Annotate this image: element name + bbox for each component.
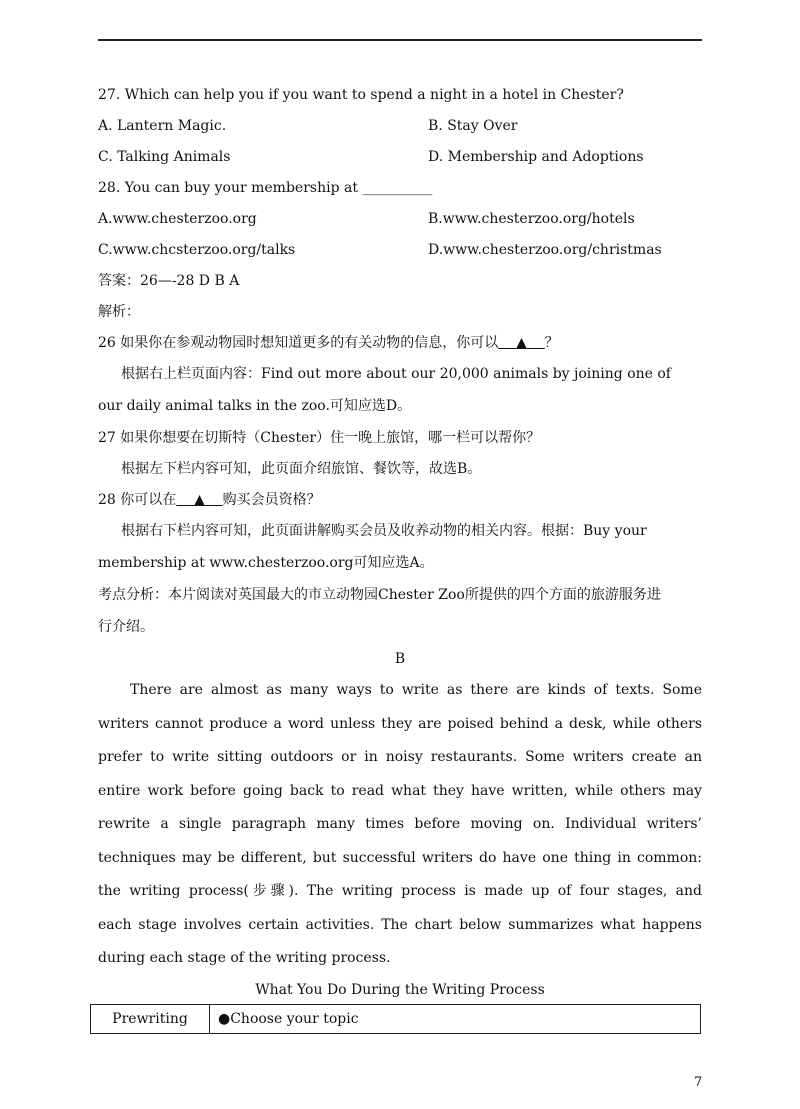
explanation-27-question: 27 如果你想要在切斯特（Chester）住一晚上旅馆，哪一栏可以帮你？ bbox=[98, 430, 541, 446]
explanation-26-line1: 根据右上栏页面内容：Find out more about our 20,000 animals by joining one of bbox=[121, 366, 671, 382]
activity-cell: ●Choose your topic bbox=[218, 1011, 359, 1027]
explanation-28-line2: membership at www.chesterzoo.org可知应选A。 bbox=[98, 555, 434, 571]
q28-option-b: B.www.chesterzoo.org/hotels bbox=[428, 211, 635, 227]
q28-option-d: D.www.chesterzoo.org/christmas bbox=[428, 242, 662, 258]
q28-option-a: A.www.chesterzoo.org bbox=[98, 211, 257, 227]
passage-line: each stage involves certain activities. The chart below summarizes what happens bbox=[98, 916, 702, 933]
passage-line: prefer to write sitting outdoors or in noisy restaurants. Some writers create an bbox=[98, 749, 702, 765]
stage-cell: Prewriting bbox=[91, 1005, 210, 1033]
analysis-label: 解析： bbox=[98, 304, 140, 320]
exp28-question-pre: 28 你可以在 bbox=[98, 492, 177, 508]
passage-line: entire work before going back to read what they have written, while others may bbox=[98, 782, 702, 799]
exp28-question-post: 购买会员资格？ bbox=[222, 492, 321, 508]
explanation-26-line2: our daily animal talks in the zoo.可知应选D。 bbox=[98, 398, 412, 414]
passage-line: during each stage of the writing process. bbox=[98, 950, 391, 966]
passage-line: the writing process(步骤). The writing process is made up of four stages, and bbox=[98, 883, 702, 899]
passage-line: There are almost as many ways to write as there are kinds of texts. Some bbox=[98, 682, 702, 698]
explanation-28-question bbox=[98, 493, 321, 507]
kaodian-line2: 行介绍。 bbox=[98, 619, 154, 635]
explanation-26-question bbox=[98, 336, 559, 350]
exp26-question-text: 26 如果你在参观动物园时想知道更多的有关动物的信息，你可以 bbox=[98, 335, 499, 351]
writing-process-table bbox=[90, 1004, 701, 1034]
passage-line: rewrite a single paragraph many times before moving on. Individual writers’ bbox=[98, 816, 702, 832]
answer-line: 答案：26—-28 D B A bbox=[98, 273, 240, 289]
q27-option-b: B. Stay Over bbox=[428, 118, 518, 134]
exp26-blank bbox=[498, 336, 544, 350]
header-rule bbox=[98, 39, 702, 41]
q27-option-d: D. Membership and Adoptions bbox=[428, 149, 644, 165]
page-number: 7 bbox=[694, 1075, 703, 1090]
chart-title: What You Do During the Writing Process bbox=[255, 982, 545, 998]
kaodian-line1: 考点分析：本片阅读对英国最大的市立动物园Chester Zoo所提供的四个方面的旅游服务进 bbox=[98, 587, 661, 603]
question-28: 28. You can buy your membership at __________ bbox=[98, 180, 433, 196]
passage-line: techniques may be different, but successful writers do have one thing in common: bbox=[98, 849, 702, 866]
passage-line: writers cannot produce a word unless they are poised behind a desk, while others bbox=[98, 715, 702, 732]
section-title: B bbox=[394, 651, 406, 667]
exp26-question-mark: ？ bbox=[544, 335, 559, 351]
q28-option-c: C.www.chcsterzoo.org/talks bbox=[98, 242, 296, 258]
triangle-icon: ▲ bbox=[194, 492, 205, 508]
explanation-28-line1: 根据右下栏内容可知，此页面讲解购买会员及收养动物的相关内容。根据：Buy your bbox=[121, 523, 647, 539]
triangle-icon: ▲ bbox=[516, 335, 527, 351]
exp28-blank bbox=[176, 493, 222, 507]
passage bbox=[98, 678, 702, 980]
q27-option-c: C. Talking Animals bbox=[98, 149, 231, 165]
q27-option-a: A. Lantern Magic. bbox=[98, 118, 227, 134]
explanation-27-line1: 根据左下栏内容可知，此页面介绍旅馆、餐饮等，故选B。 bbox=[121, 461, 482, 477]
question-27: 27. Which can help you if you want to spend a night in a hotel in Chester? bbox=[98, 87, 624, 103]
